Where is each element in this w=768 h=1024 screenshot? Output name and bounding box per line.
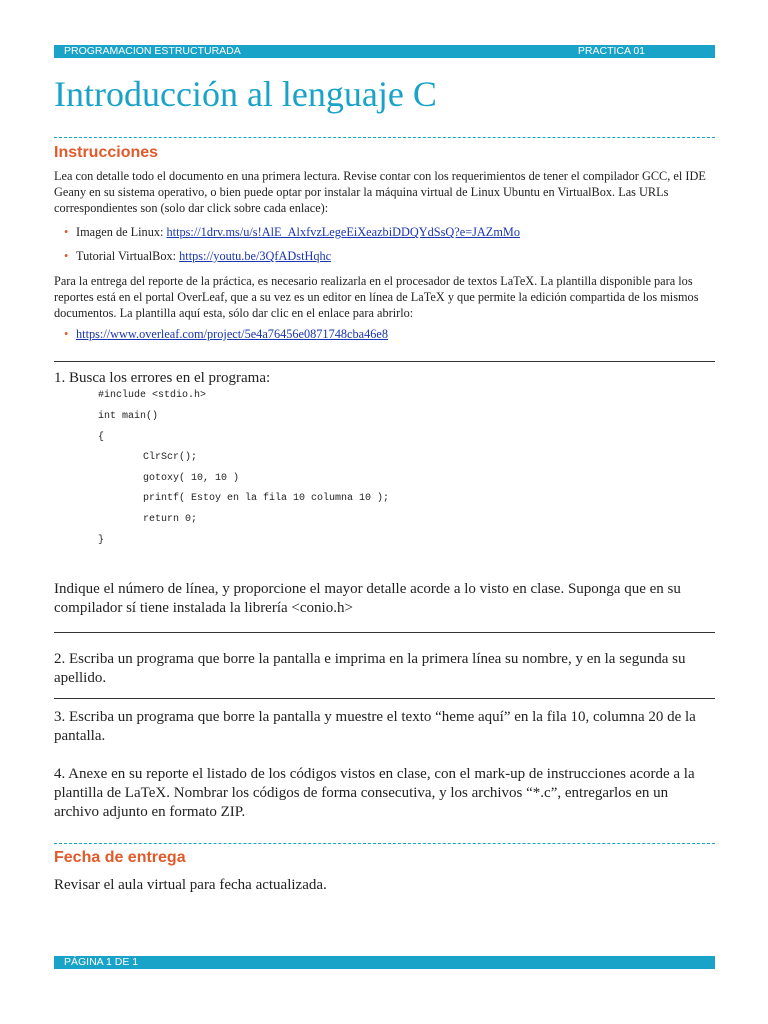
divider-solid [54,361,715,362]
code-line: return 0; [143,514,198,525]
code-line: gotoxy( 10, 10 ) [143,473,240,484]
code-line: int main() [98,411,159,422]
divider-dashed [54,137,715,138]
list-item-linux-image [64,224,704,240]
due-date-text: Revisar el aula virtual para fecha actualizada. [54,877,327,893]
code-line: { [98,432,105,443]
practice-number: PRACTICA 01 [577,45,645,57]
code-line: ClrScr(); [143,452,198,463]
code-line: #include <stdio.h> [98,390,207,401]
question-1-note: Indique el número de línea, y proporcione el mayor detalle acorde a lo visto en clase. Suponga que en su compilador sí tiene instalada la librería <conio.h> [54,581,681,616]
header-band [54,45,715,58]
due-date-heading: Fecha de entrega [54,849,186,866]
bullet-icon: • [64,225,69,239]
divider-solid [54,698,715,699]
instructions-intro: Lea con detalle todo el documento en una primera lectura. Revise contar con los requerimientos de tener el compilador GCC, el IDE Geany en su sistema operativo, o bien puede optar por instalar la máquina virtual de Linux Ubuntu en VirtualBox. Las URLs correspondientes son (solo dar click sobre cada enlace): [54,169,706,215]
list-item-virtualbox [64,248,704,264]
link-label: Imagen de Linux: [76,225,167,239]
instructions-heading: Instrucciones [54,144,159,161]
code-line: } [98,535,105,546]
delivery-paragraph: Para la entrega del reporte de la práctica, es necesario realizarla en el procesador de textos LaTeX. La plantilla disponible para los reportes está en el portal OverLeaf, que a su vez es un editor en línea de LaTeX y que permite la edición compartida de los mismos documentos. La plantilla aquí esta, sólo dar clic en el enlace para abrirlo: [54,274,699,320]
link-label: Tutorial VirtualBox: [76,249,180,263]
bullet-icon: • [64,327,69,341]
question-1: 1. Busca los errores en el programa: [54,370,271,386]
page-title: Introducción al lenguaje C [54,74,437,114]
question-4: 4. Anexe en su reporte el listado de los códigos vistos en clase, con el mark-up de instrucciones acorde a la plantilla de LaTeX. Nombrar los códigos de forma consecutiva, y los archivos “*.c”, entregarlos en un archivo adjunto en formato ZIP. [54,766,695,820]
footer-band [54,956,715,969]
linux-image-link[interactable]: https://1drv.ms/u/s!AlE_AlxfvzLegeEiXeazbiDDQYdSsQ?e=JAZmMo [166,225,520,239]
course-name: PROGRAMACION ESTRUCTURADA [64,45,241,57]
question-3: 3. Escriba un programa que borre la pantalla y muestre el texto “heme aquí” en la fila 10, columna 20 de la pantalla. [54,709,696,744]
divider-solid [54,632,715,633]
code-line: printf( Estoy en la fila 10 columna 10 ); [143,493,390,504]
overleaf-template-link[interactable]: https://www.overleaf.com/project/5e4a76456e0871748cba46e8 [76,327,388,341]
list-item-template [64,326,704,342]
virtualbox-tutorial-link[interactable]: https://youtu.be/3QfADstHqhc [179,249,332,263]
question-2: 2. Escriba un programa que borre la pantalla e imprima en la primera línea su nombre, y en la segunda su apellido. [54,651,686,686]
page-number: PÁGINA 1 DE 1 [64,956,139,968]
bullet-icon: • [64,249,69,263]
divider-dashed [54,843,715,844]
